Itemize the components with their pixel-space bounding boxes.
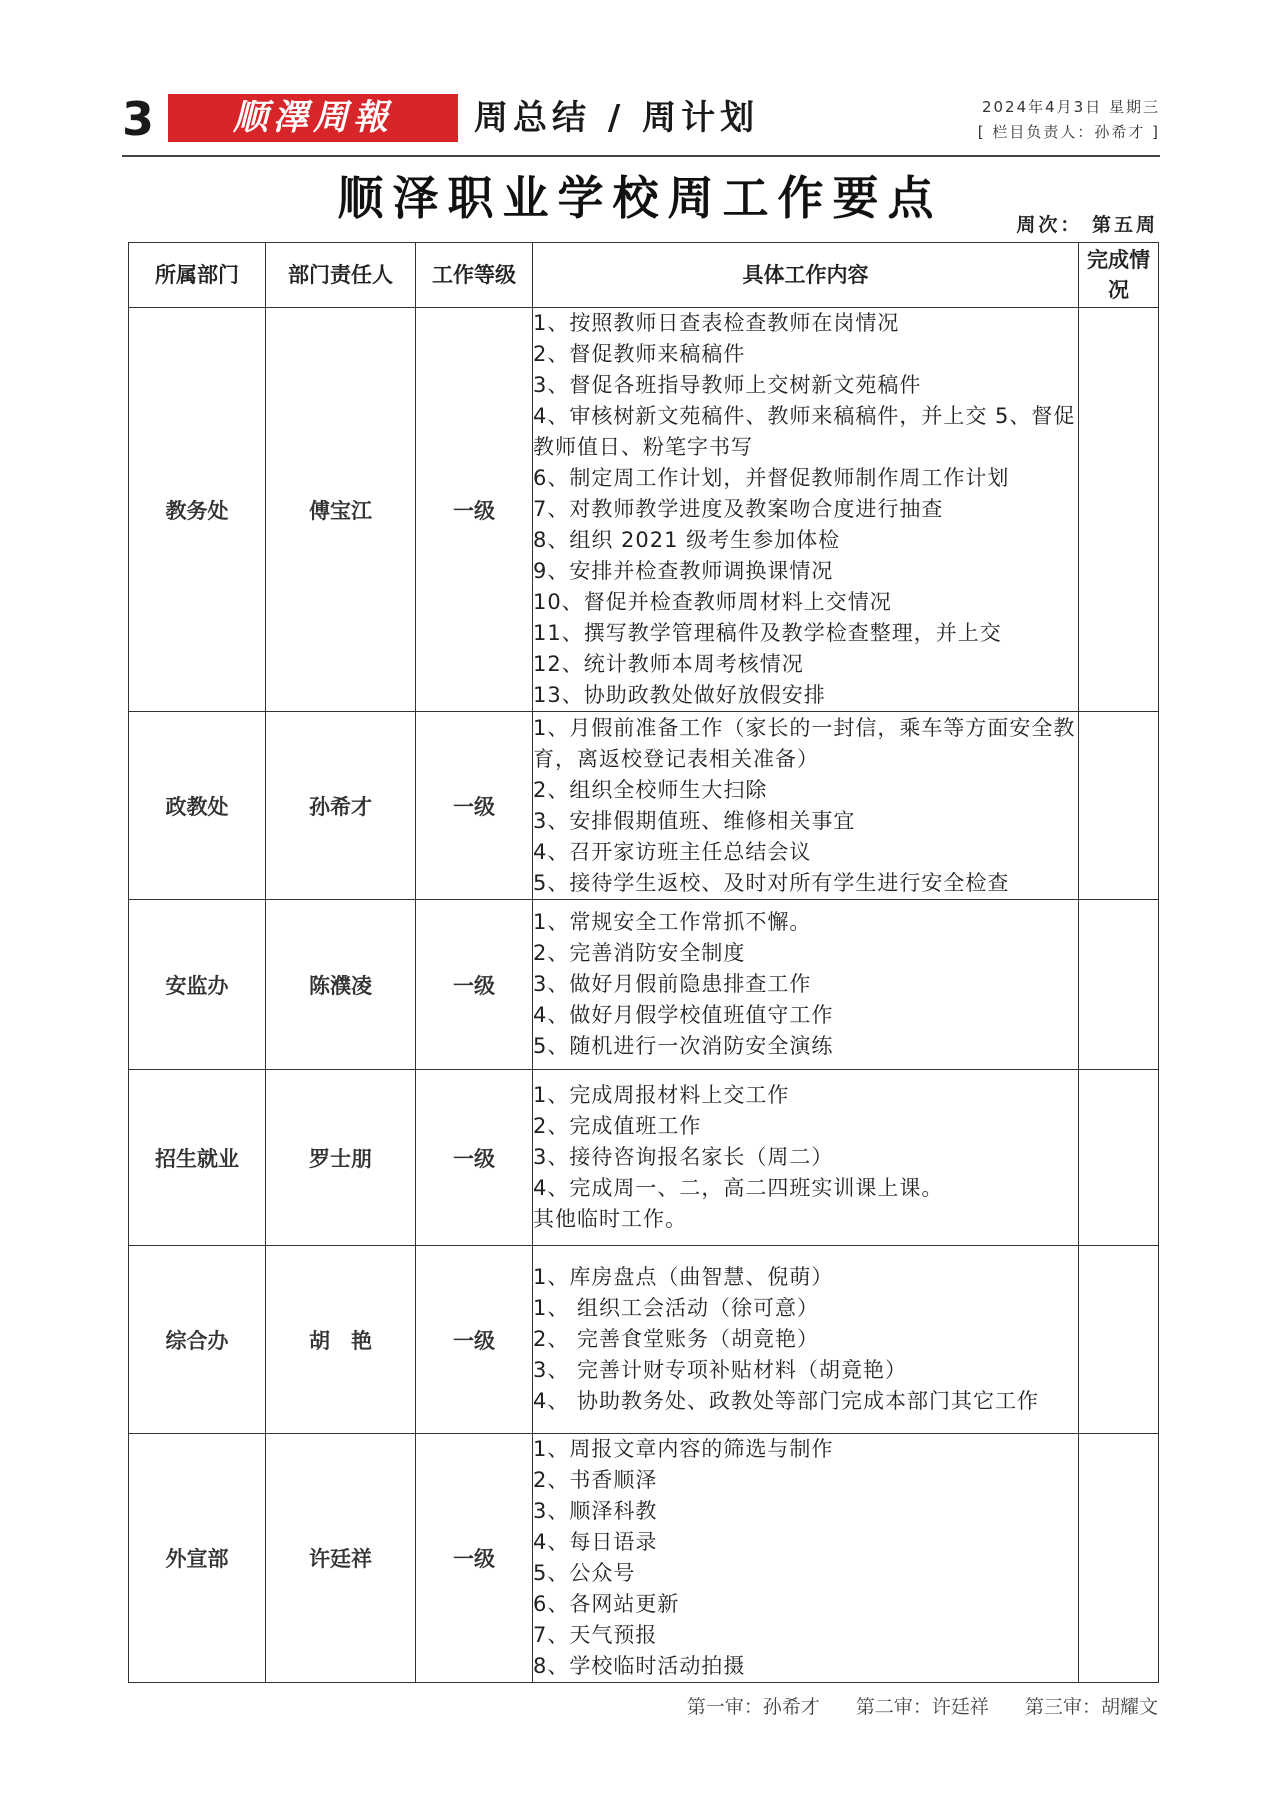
task-item: 1、月假前准备工作（家长的一封信，乘车等方面安全教育，离返校登记表相关准备）: [533, 715, 1076, 771]
table-row: [129, 1434, 1159, 1683]
task-item: 4、完成周一、二，高二四班实训课上课。: [533, 1176, 944, 1200]
page-number: 3: [122, 92, 155, 146]
task-item: 12、统计教师本周考核情况: [533, 652, 804, 676]
task-item: 2、督促教师来稿稿件: [533, 342, 746, 366]
cell-head: 孙希才: [266, 712, 416, 900]
task-item: 8、学校临时活动拍摄: [533, 1654, 746, 1678]
review-second: 第二审：许廷祥: [855, 1696, 989, 1718]
table-header-row: [129, 243, 1159, 308]
task-item: 7、天气预报: [533, 1623, 658, 1647]
cell-content: [533, 900, 1079, 1070]
task-item: 其他临时工作。: [533, 1207, 687, 1231]
cell-level: 一级: [416, 712, 533, 900]
cell-dept: 教务处: [129, 308, 266, 712]
cell-content: [533, 1246, 1079, 1434]
cell-done: [1079, 1070, 1159, 1246]
review-first: 第一审：孙希才: [686, 1696, 820, 1718]
document-title: 顺泽职业学校周工作要点: [337, 171, 943, 225]
cell-dept: 综合办: [129, 1246, 266, 1434]
review-third: 第三审：胡耀文: [1024, 1696, 1158, 1718]
task-item: 4、 协助教务处、政教处等部门完成本部门其它工作: [533, 1389, 1040, 1413]
task-item: 8、组织 2021 级考生参加体检: [533, 528, 841, 552]
task-item: 1、周报文章内容的筛选与制作: [533, 1437, 834, 1461]
task-item: 6、各网站更新: [533, 1592, 680, 1616]
header-head: 部门责任人: [266, 243, 416, 308]
task-item: 3、做好月假前隐患排查工作: [533, 972, 812, 996]
masthead-logo: 顺澤周報: [168, 94, 458, 142]
task-item: 4、每日语录: [533, 1530, 658, 1554]
header-divider: [122, 155, 1160, 157]
cell-dept: 外宣部: [129, 1434, 266, 1683]
cell-head: 傅宝江: [266, 308, 416, 712]
task-item: 7、对教师教学进度及教案吻合度进行抽查: [533, 497, 944, 521]
task-item: 4、做好月假学校值班值守工作: [533, 1003, 834, 1027]
header-content: 具体工作内容: [533, 243, 1079, 308]
task-item: 2、完善消防安全制度: [533, 941, 746, 965]
task-item: 5、随机进行一次消防安全演练: [533, 1034, 834, 1058]
task-item: 2、组织全校师生大扫除: [533, 777, 768, 802]
header-level: 工作等级: [416, 243, 533, 308]
table-row: [129, 712, 1159, 900]
task-item: 3、督促各班指导教师上交树新文苑稿件: [533, 373, 922, 397]
task-item: 3、顺泽科教: [533, 1499, 658, 1523]
section-title: 周总结 / 周计划: [474, 98, 760, 138]
task-item: 4、审核树新文苑稿件、教师来稿稿件，并上交 5、督促教师值日、粉笔字书写: [533, 404, 1076, 459]
task-item: 3、接待咨询报名家长（周二）: [533, 1145, 834, 1169]
cell-content: [533, 712, 1079, 900]
table-row: [129, 1070, 1159, 1246]
task-item: 3、安排假期值班、维修相关事宜: [533, 808, 856, 833]
task-item: 5、公众号: [533, 1561, 636, 1585]
cell-level: 一级: [416, 308, 533, 712]
table-row: [129, 308, 1159, 712]
table-row: [129, 1246, 1159, 1434]
task-item: 1、 组织工会活动（徐可意）: [533, 1296, 820, 1320]
task-item: 4、召开家访班主任总结会议: [533, 839, 812, 864]
cell-head: 罗士朋: [266, 1070, 416, 1246]
review-footer: [657, 1692, 1158, 1719]
cell-level: 一级: [416, 1434, 533, 1683]
task-item: 5、接待学生返校、及时对所有学生进行安全检查: [533, 870, 1010, 895]
task-item: 1、库房盘点（曲智慧、倪萌）: [533, 1265, 834, 1289]
cell-done: [1079, 308, 1159, 712]
cell-content: [533, 1434, 1079, 1683]
task-item: 11、撰写教学管理稿件及教学检查整理，并上交: [533, 621, 1002, 645]
table-row: [129, 900, 1159, 1070]
cell-head: 许廷祥: [266, 1434, 416, 1683]
work-plan-table: [128, 242, 1159, 1683]
header-done: 完成情况: [1079, 243, 1159, 308]
task-item: 3、 完善计财专项补贴材料（胡竟艳）: [533, 1358, 908, 1382]
cell-head: 胡 艳: [266, 1246, 416, 1434]
task-item: 6、制定周工作计划，并督促教师制作周工作计划: [533, 466, 1010, 490]
task-item: 13、协助政教处做好放假安排: [533, 683, 826, 707]
cell-done: [1079, 900, 1159, 1070]
task-item: 1、完成周报材料上交工作: [533, 1083, 790, 1107]
task-item: 10、督促并检查教师周材料上交情况: [533, 590, 892, 614]
cell-level: 一级: [416, 900, 533, 1070]
task-item: 2、书香顺泽: [533, 1468, 658, 1492]
week-label: 周次： 第五周: [1016, 214, 1158, 236]
cell-dept: 安监办: [129, 900, 266, 1070]
cell-level: 一级: [416, 1246, 533, 1434]
task-item: 1、常规安全工作常抓不懈。: [533, 910, 812, 934]
task-item: 2、完成值班工作: [533, 1114, 702, 1138]
cell-dept: 招生就业: [129, 1070, 266, 1246]
cell-dept: 政教处: [129, 712, 266, 900]
cell-content: [533, 1070, 1079, 1246]
column-editor: [ 栏目负责人：孙希才 ]: [977, 123, 1160, 141]
cell-done: [1079, 1434, 1159, 1683]
task-item: 1、按照教师日查表检查教师在岗情况: [533, 311, 900, 335]
cell-content: [533, 308, 1079, 712]
cell-head: 陈濮凌: [266, 900, 416, 1070]
cell-level: 一级: [416, 1070, 533, 1246]
header-dept: 所属部门: [129, 243, 266, 308]
cell-done: [1079, 712, 1159, 900]
issue-date: 2024年4月3日 星期三: [981, 98, 1160, 116]
task-item: 2、 完善食堂账务（胡竟艳）: [533, 1327, 820, 1351]
task-item: 9、安排并检查教师调换课情况: [533, 559, 834, 583]
page-header: [122, 92, 1160, 158]
cell-done: [1079, 1246, 1159, 1434]
